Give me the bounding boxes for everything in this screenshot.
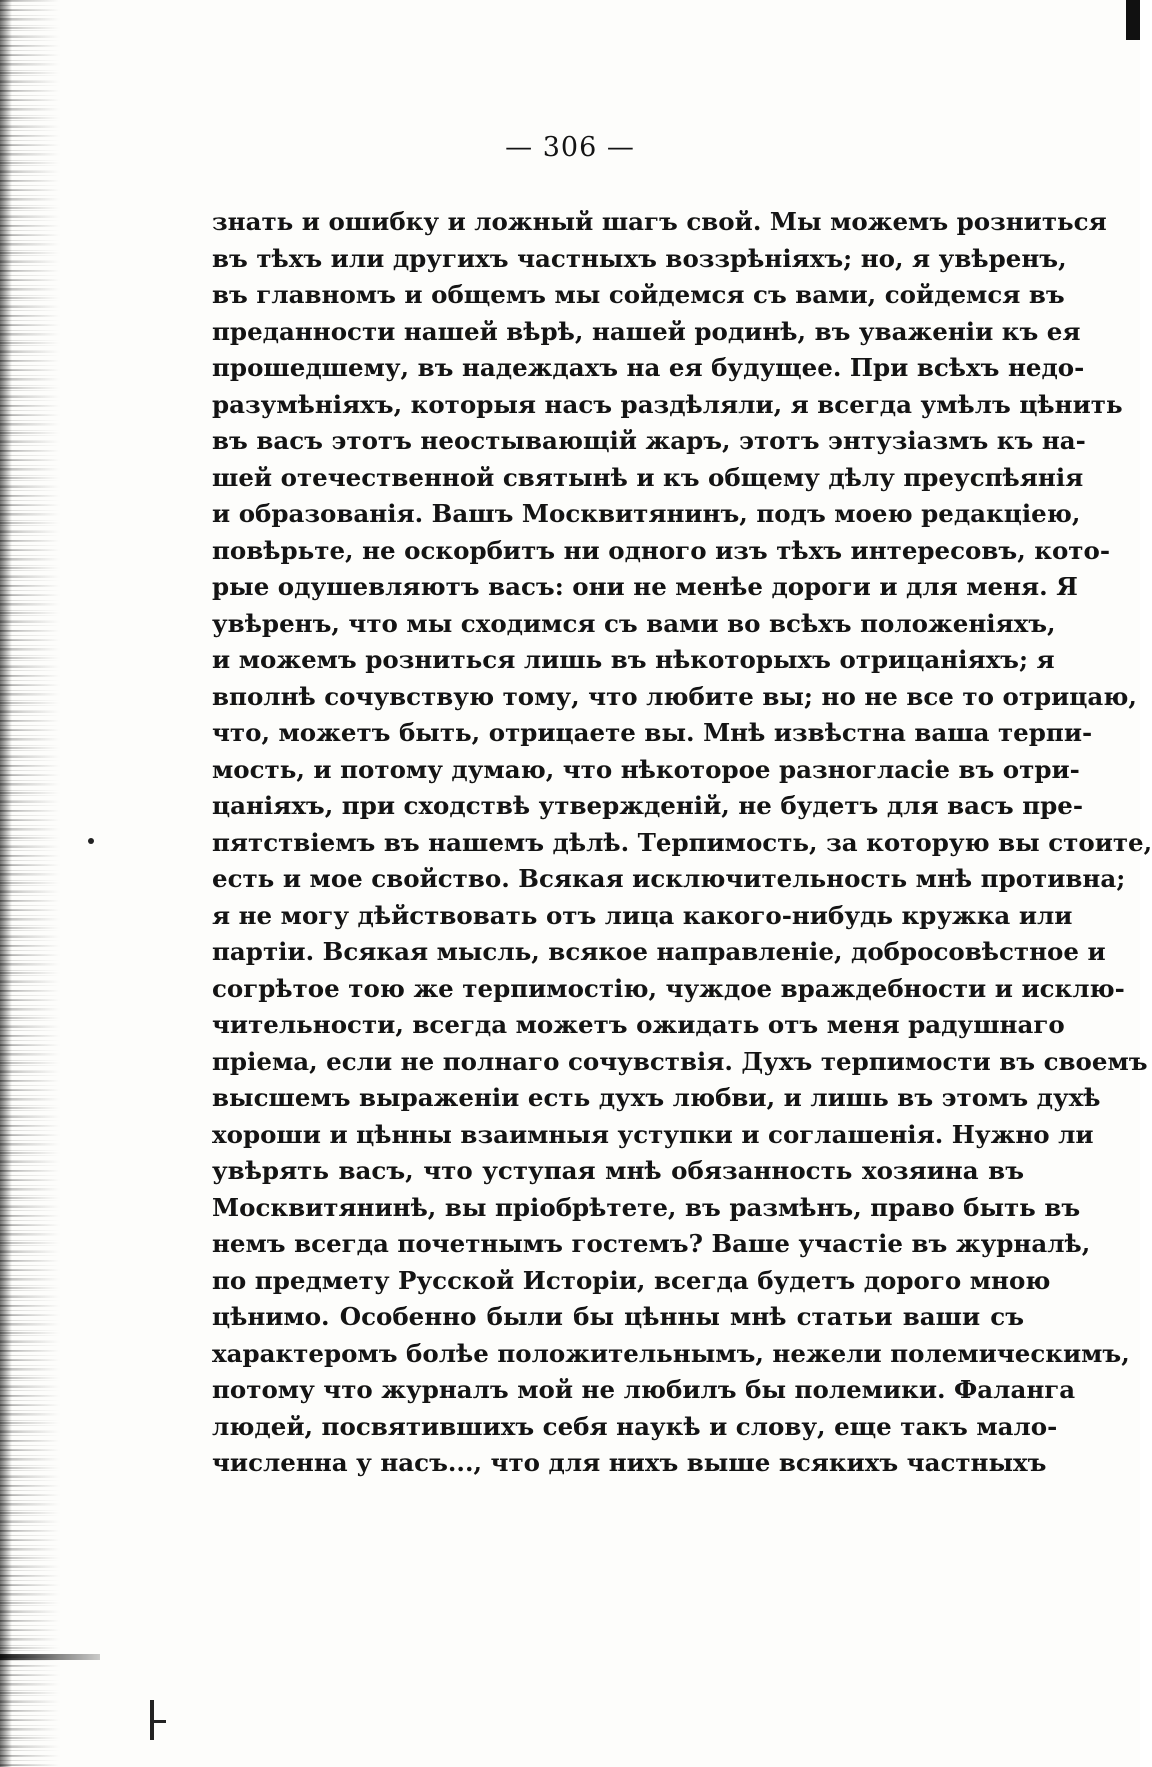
body-text (212, 204, 1152, 1482)
text-line: Москвитянинѣ, вы пріобрѣтете, въ размѣнъ, право быть въ (212, 1192, 1081, 1222)
text-line: что, можетъ быть, отрицаете вы. Мнѣ извѣстна ваша терпи- (212, 718, 1093, 747)
text-line: потому что журналъ мой не любилъ бы полемики. Фаланга (212, 1375, 1076, 1404)
text-line: увѣрять васъ, что уступая мнѣ обязанность хозяина въ (212, 1156, 1024, 1185)
text-line: и можемъ розниться лишь въ нѣкоторыхъ отрицаніяхъ; я (212, 645, 1055, 674)
scan-corner-mark (1126, 0, 1140, 40)
scan-bottom-rule (0, 1654, 100, 1660)
text-line: хороши и цѣнны взаимныя уступки и соглашенія. Нужно ли (212, 1119, 1094, 1149)
scan-speck (88, 838, 94, 844)
text-line: рые одушевляютъ васъ: они не менѣе дороги и для меня. Я (212, 572, 1078, 601)
text-line: высшемъ выраженіи есть духъ любви, и лишь въ этомъ духѣ (212, 1083, 1101, 1112)
text-line: шей отечественной святынѣ и къ общему дѣлу преуспѣянія (212, 462, 1084, 492)
text-line: мость, и потому думаю, что нѣкоторое разногласіе въ отри- (212, 754, 1080, 784)
text-line: повѣрьте, не оскорбитъ ни одного изъ тѣхъ интересовъ, кото- (212, 535, 1110, 565)
text-line: цаніяхъ, при сходствѣ утвержденій, не будетъ для васъ пре- (212, 791, 1084, 820)
text-line: пріема, если не полнаго сочувствія. Духъ терпимости въ своемъ (212, 1046, 1148, 1076)
page-number: — 306 — (505, 132, 635, 163)
text-line: немъ всегда почетнымъ гостемъ? Ваше участіе въ журналѣ, (212, 1229, 1091, 1258)
text-line: людей, посвятившихъ себя наукѣ и слову, еще такъ мало- (212, 1411, 1058, 1441)
text-line: чительности, всегда можетъ ожидать отъ меня радушнаго (212, 1010, 1065, 1039)
text-line: въ васъ этотъ неостывающій жаръ, этотъ энтузіазмъ къ на- (212, 426, 1086, 455)
text-line: въ тѣхъ или другихъ частныхъ воззрѣніяхъ; но, я увѣренъ, (212, 243, 1067, 273)
text-line: есть и мое свойство. Всякая исключительность мнѣ противна; (212, 864, 1126, 893)
text-line: согрѣтое тою же терпимостію, чуждое враждебности и исклю- (212, 973, 1125, 1003)
scan-bottom-mark (150, 1700, 154, 1740)
text-line: я не могу дѣйствовать отъ лица какого-нибудь кружка или (212, 900, 1073, 930)
text-line: партіи. Всякая мысль, всякое направленіе, добросовѣстное и (212, 937, 1106, 966)
text-line: по предмету Русской Исторіи, всегда будетъ дорого мною (212, 1265, 1051, 1295)
text-line: преданности нашей вѣрѣ, нашей родинѣ, въ уваженіи къ ея (212, 316, 1081, 346)
scan-edge-shadow (0, 0, 12, 1767)
text-line: характеромъ болѣе положительнымъ, нежели полемическимъ, (212, 1338, 1130, 1368)
text-line: увѣренъ, что мы сходимся съ вами во всѣхъ положеніяхъ, (212, 608, 1056, 638)
text-line: въ главномъ и общемъ мы сойдемся съ вами, сойдемся въ (212, 280, 1065, 309)
text-line: знать и ошибку и ложный шагъ свой. Мы можемъ розниться (212, 207, 1107, 236)
text-line: прошедшему, въ надеждахъ на ея будущее. При всѣхъ недо- (212, 353, 1085, 382)
text-line: вполнѣ сочувствую тому, что любите вы; но не все то отрицаю, (212, 681, 1137, 711)
text-line: и образованія. Вашъ Москвитянинъ, подъ моею редакціею, (212, 499, 1081, 528)
text-line: численна у насъ..., что для нихъ выше всякихъ частныхъ (212, 1448, 1047, 1477)
text-line: разумѣніяхъ, которыя насъ раздѣляли, я всегда умѣлъ цѣнить (212, 389, 1123, 419)
text-line: цѣнимо. Особенно были бы цѣнны мнѣ статьи ваши съ (212, 1302, 1024, 1331)
text-line: пятствіемъ въ нашемъ дѣлѣ. Терпимость, за которую вы стоите, (212, 827, 1152, 857)
